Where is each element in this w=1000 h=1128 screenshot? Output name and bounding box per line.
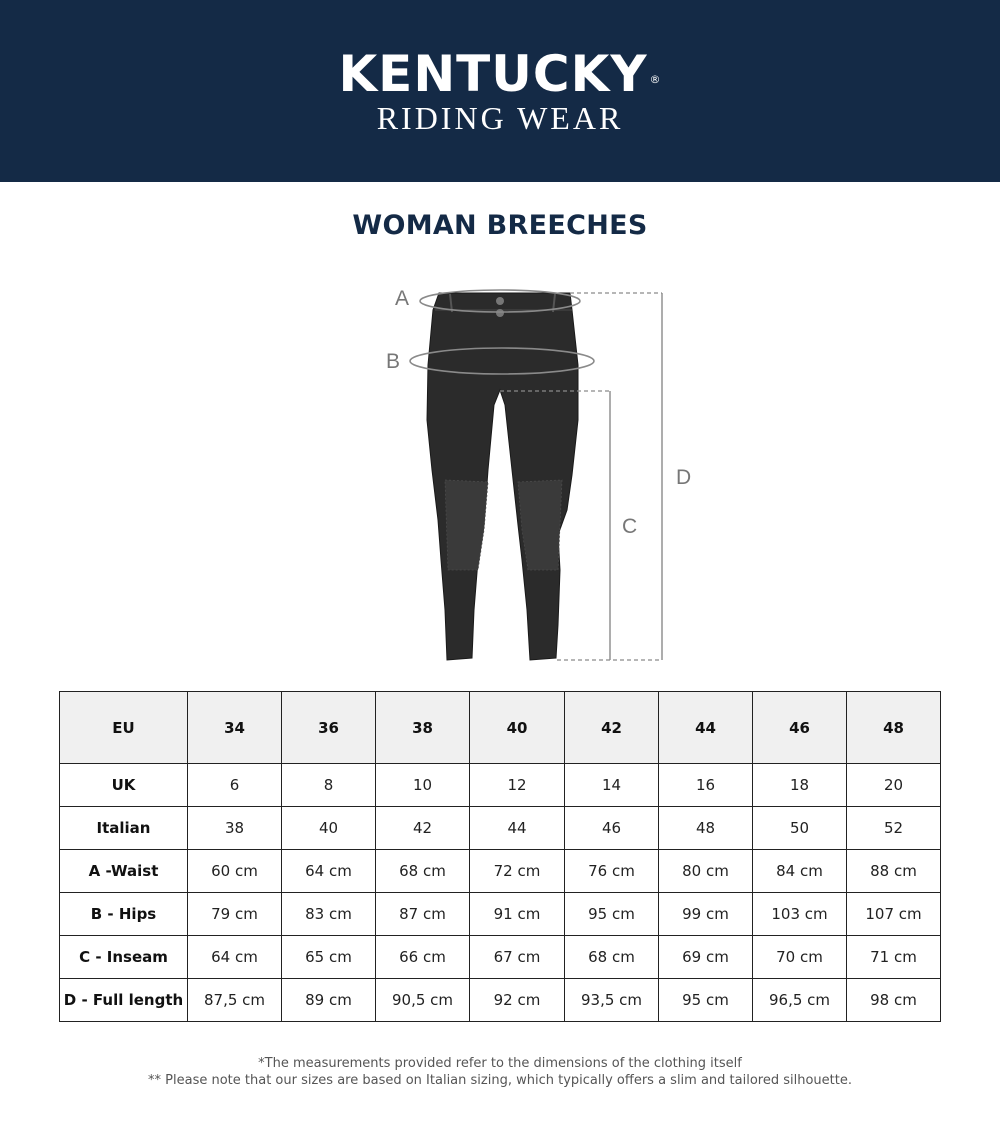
table-cell: 14	[565, 764, 659, 807]
breeches-button-bottom	[496, 309, 504, 317]
size-chart-table	[59, 691, 941, 1022]
table-row-inseam	[60, 936, 941, 979]
eu-size-cell: 44	[659, 692, 753, 764]
table-cell: 48	[659, 807, 753, 850]
table-cell: 20	[847, 764, 941, 807]
table-cell: 44	[470, 807, 565, 850]
row-label-eu: EU	[60, 692, 188, 764]
page-title: WOMAN BREECHES	[352, 210, 648, 241]
footnotes	[0, 1055, 1000, 1089]
table-cell: 42	[376, 807, 470, 850]
table-cell: 107 cm	[847, 893, 941, 936]
table-cell: 50	[753, 807, 847, 850]
table-cell: 98 cm	[847, 979, 941, 1022]
table-cell: 67 cm	[470, 936, 565, 979]
table-cell: 80 cm	[659, 850, 753, 893]
row-label-inseam: C - Inseam	[60, 936, 188, 979]
label-c: C	[622, 515, 638, 538]
table-cell: 87 cm	[376, 893, 470, 936]
eu-size-cell: 36	[282, 692, 376, 764]
label-a: A	[395, 287, 410, 310]
table-cell: 91 cm	[470, 893, 565, 936]
table-row-waist	[60, 850, 941, 893]
table-cell: 6	[188, 764, 282, 807]
table-cell: 95 cm	[659, 979, 753, 1022]
label-d: D	[676, 466, 692, 489]
label-b: B	[386, 350, 401, 373]
table-cell: 71 cm	[847, 936, 941, 979]
eu-size-cell: 38	[376, 692, 470, 764]
table-cell: 87,5 cm	[188, 979, 282, 1022]
table-cell: 38	[188, 807, 282, 850]
table-cell: 40	[282, 807, 376, 850]
brand-name: KENTUCKY	[338, 45, 648, 103]
table-cell: 72 cm	[470, 850, 565, 893]
footnote-italian-sizing: ** Please note that our sizes are based on Italian sizing, which typically offers a slim and tailored silhouette.	[148, 1073, 852, 1088]
table-cell: 8	[282, 764, 376, 807]
table-cell: 66 cm	[376, 936, 470, 979]
brand-tagline: RIDING WEAR	[376, 100, 624, 136]
table-cell: 64 cm	[188, 936, 282, 979]
table-cell: 88 cm	[847, 850, 941, 893]
table-cell: 93,5 cm	[565, 979, 659, 1022]
table-cell: 52	[847, 807, 941, 850]
table-cell: 10	[376, 764, 470, 807]
eu-size-cell: 46	[753, 692, 847, 764]
row-label-hips: B - Hips	[60, 893, 188, 936]
breeches-illustration	[0, 270, 1000, 680]
table-cell: 69 cm	[659, 936, 753, 979]
table-cell: 68 cm	[565, 936, 659, 979]
table-cell: 84 cm	[753, 850, 847, 893]
table-cell: 83 cm	[282, 893, 376, 936]
eu-size-cell: 34	[188, 692, 282, 764]
table-cell: 60 cm	[188, 850, 282, 893]
eu-size-cell: 42	[565, 692, 659, 764]
table-cell: 90,5 cm	[376, 979, 470, 1022]
table-row-eu	[60, 692, 941, 764]
registered-mark: ®	[649, 73, 662, 86]
table-row-uk	[60, 764, 941, 807]
row-label-italian: Italian	[60, 807, 188, 850]
breeches-button-top	[496, 297, 504, 305]
row-label-full-length: D - Full length	[60, 979, 188, 1022]
table-cell: 16	[659, 764, 753, 807]
row-label-waist: A -Waist	[60, 850, 188, 893]
table-row-italian	[60, 807, 941, 850]
table-cell: 103 cm	[753, 893, 847, 936]
footnote-measurements: *The measurements provided refer to the dimensions of the clothing itself	[258, 1056, 742, 1071]
row-label-uk: UK	[60, 764, 188, 807]
brand-header	[0, 0, 1000, 182]
table-cell: 92 cm	[470, 979, 565, 1022]
knee-grip-left	[445, 480, 488, 570]
eu-size-cell: 48	[847, 692, 941, 764]
table-cell: 79 cm	[188, 893, 282, 936]
table-cell: 89 cm	[282, 979, 376, 1022]
eu-size-cell: 40	[470, 692, 565, 764]
table-cell: 64 cm	[282, 850, 376, 893]
table-cell: 46	[565, 807, 659, 850]
table-cell: 18	[753, 764, 847, 807]
table-cell: 70 cm	[753, 936, 847, 979]
breeches-measurement-diagram	[0, 270, 1000, 680]
table-cell: 68 cm	[376, 850, 470, 893]
table-cell: 99 cm	[659, 893, 753, 936]
table-row-hips	[60, 893, 941, 936]
table-cell: 12	[470, 764, 565, 807]
table-cell: 76 cm	[565, 850, 659, 893]
table-row-full-length	[60, 979, 941, 1022]
table-cell: 65 cm	[282, 936, 376, 979]
table-cell: 96,5 cm	[753, 979, 847, 1022]
table-cell: 95 cm	[565, 893, 659, 936]
